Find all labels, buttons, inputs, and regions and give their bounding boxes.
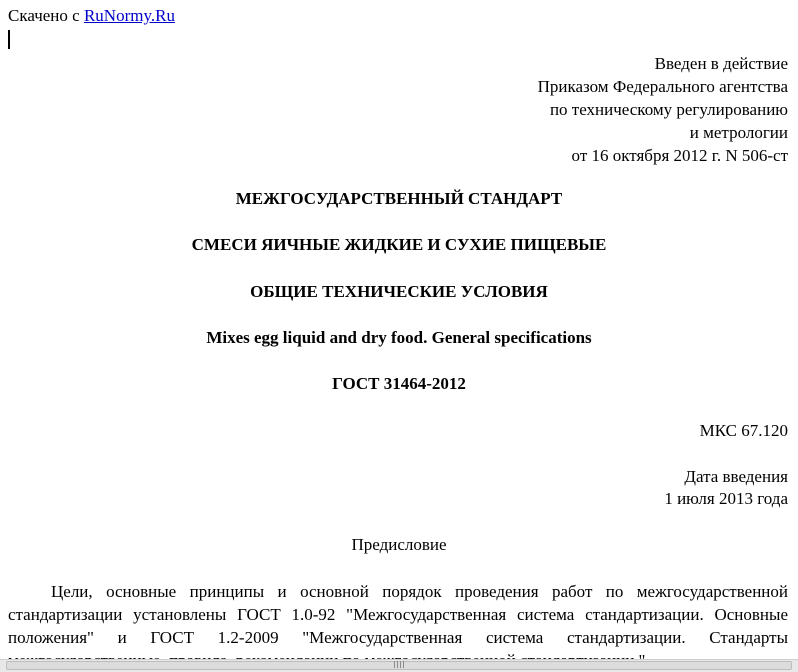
preface-heading: Предисловие <box>351 535 447 554</box>
downloaded-prefix: Скачено с <box>8 6 84 25</box>
english-title: Mixes egg liquid and dry food. General specifications <box>206 328 592 347</box>
enactment-block <box>538 52 788 167</box>
preface-paragraph: Цели, основные принципы и основной порядок проведения работ по межгосударственной стандартизации установлены ГОСТ 1.0-92 "Межгосударственная система стандартизации. Основные положения" и ГОСТ 1.2-2009 "Межгосударственная система стандартизации. Стандарты <box>8 582 788 647</box>
enactment-line: от 16 октября 2012 г. N 506-ст <box>571 146 788 165</box>
enactment-line: Введен в действие <box>654 54 788 73</box>
mks-code: МКС 67.120 <box>699 421 788 440</box>
enactment-line: и метрологии <box>689 123 788 142</box>
standard-name-heading: СМЕСИ ЯИЧНЫЕ ЖИДКИЕ И СУХИЕ ПИЩЕВЫЕ <box>191 235 607 254</box>
text-cursor <box>8 30 10 49</box>
enactment-line: по техническому регулированию <box>549 100 788 119</box>
runormy-link[interactable]: RuNormy.Ru <box>83 6 175 25</box>
standard-type-heading: МЕЖГОСУДАРСТВЕННЫЙ СТАНДАРТ <box>235 189 563 208</box>
downloaded-from-line <box>8 6 175 26</box>
intro-date: 1 июля 2013 года <box>664 489 788 508</box>
gost-code: ГОСТ 31464-2012 <box>332 374 466 393</box>
horizontal-scrollbar[interactable] <box>0 659 798 672</box>
intro-date-label: Дата введения <box>684 467 788 486</box>
enactment-line: Приказом Федерального агентства <box>537 77 788 96</box>
scrollbar-grip-icon <box>394 661 404 668</box>
standard-subtitle-heading: ОБЩИЕ ТЕХНИЧЕСКИЕ УСЛОВИЯ <box>250 282 548 301</box>
